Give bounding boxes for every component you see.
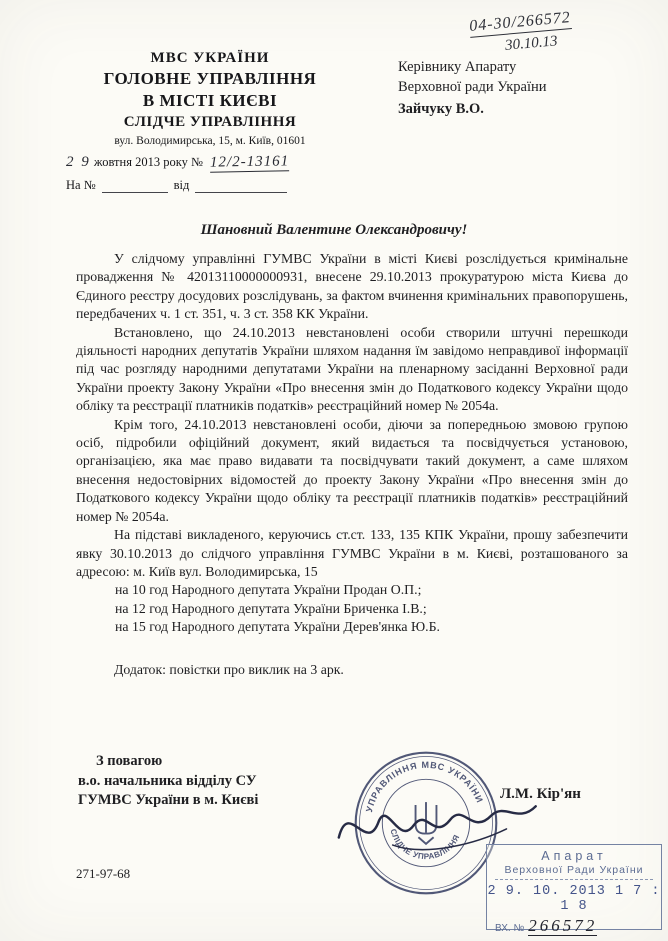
- entry-number-label: ВХ. №: [495, 923, 525, 934]
- recipient-name: Зайчуку В.О.: [398, 101, 484, 117]
- handwritten-date: 30.10.13: [504, 33, 559, 54]
- org-name-line3: В МІСТІ КИЄВІ: [142, 91, 278, 110]
- paragraph: У слідчому управлінні ГУМВС України в місті Києві розслідується кримінальне провадження № 42013110000000931, внесене 29.10.2013 прокуратурою міста Києва до Єдиного реєстру досудових розслідувань, за фактом вчинення кримінальних правопорушень, передбачених ч. 1 ст. 351, ч. 3 ст. 358 КК України.: [76, 251, 628, 322]
- handwritten-doc-number: 12/2-13161: [209, 153, 290, 171]
- contact-phone: 271-97-68: [76, 866, 131, 881]
- signer-name: Л.М. Кір'ян: [500, 786, 581, 802]
- paragraph: На підставі викладеного, керуючись ст.ст. 133, 135 КПК України, прошу забезпечити явку 30.10.2013 до слідчого управління ГУМВС України в м. Києві, розташованого за адресою: м. Київ вул. Володимирська, 15: [76, 527, 628, 579]
- regards-line: З повагою: [96, 753, 163, 769]
- letter-body: [76, 250, 628, 679]
- entry-stamp-org-line2: Верховної Ради України: [495, 864, 653, 880]
- org-address: вул. Володимирська, 15, м. Київ, 01601: [114, 135, 306, 147]
- summons-item: на 15 год Народного депутата України Дерев'янка Ю.Б.: [115, 619, 440, 635]
- summons-item: на 12 год Народного депутата України Бриченка І.В.;: [115, 600, 427, 616]
- reference-line: [60, 178, 360, 193]
- entry-stamp-org-line1: Апарат: [541, 849, 607, 863]
- date-text: жовтня 2013 року №: [93, 155, 203, 169]
- incoming-registration-stamp: [486, 844, 662, 935]
- entry-stamp-datetime: 2 9. 10. 2013 1 7 : 1 8: [487, 884, 661, 914]
- attachment-note: Додаток: повістки про виклик на 3 арк.: [114, 661, 344, 677]
- handwritten-entry-number: 266572: [528, 916, 598, 935]
- date-line: [60, 154, 360, 172]
- stamp-inner-text: СЛІДЧЕ УПРАВЛІННЯ: [388, 827, 462, 862]
- handwritten-day: 2 9: [66, 154, 91, 170]
- signer-position-line1: в.о. начальника відділу СУ: [78, 772, 257, 789]
- ref-from-blank-line: [195, 181, 287, 193]
- summons-item: на 10 год Народного депутата України Продан О.П.;: [115, 582, 422, 598]
- letterhead: [60, 50, 360, 193]
- recipient-block: [398, 57, 547, 119]
- recipient-line2: Верховної ради України: [398, 79, 547, 95]
- entry-stamp-number-row: [487, 916, 661, 936]
- salutation: Шановний Валентине Олександровичу!: [200, 222, 468, 238]
- paragraph: Встановлено, що 24.10.2013 невстановлені особи створили штучні перешкоди діяльності народних депутатів України шляхом надання їм завідомо неправдивої інформації під час розгляду народними депутатами України на пленарному засіданні Верховної ради України проекту Закону України «Про внесення змін до Податкового кодексу України щодо обліку та реєстрації платників податків» реєстраційний номер № 2054а.: [76, 324, 628, 414]
- stamp-outer-text: УПРАВЛІННЯ МВС УКРАЇНИ: [364, 759, 486, 814]
- ref-blank-line: [102, 181, 168, 193]
- org-name-line4: СЛІДЧЕ УПРАВЛІННЯ: [123, 114, 297, 130]
- paragraph: Крім того, 24.10.2013 невстановлені особи, діючи за попередньою змовою групою осіб, підробили офіційний документ, який видається та посвідчується установою, організацією, яка має право видавати та посвідчувати такий документ, а саме шляхом внесення недостовірних відомостей до проекту Закону України «Про внесення змін до Податкового кодексу України щодо обліку та реєстрації платників податків» реєстраційний номер № 2054а.: [76, 416, 628, 524]
- ref-from-label: від: [173, 178, 190, 192]
- org-name-line2: ГОЛОВНЕ УПРАВЛІННЯ: [103, 69, 317, 88]
- handwritten-ref-number: 04-30/266572: [469, 9, 572, 38]
- recipient-line1: Керівнику Апарату: [398, 59, 517, 75]
- ref-label: На №: [66, 178, 96, 192]
- summons-list: [76, 581, 628, 636]
- signoff-block: [78, 752, 258, 811]
- handwritten-annotation-block: [469, 2, 652, 58]
- signer-position-line2: ГУМВС України в м. Києві: [78, 792, 259, 808]
- org-name-line1: МВС УКРАЇНИ: [150, 50, 270, 66]
